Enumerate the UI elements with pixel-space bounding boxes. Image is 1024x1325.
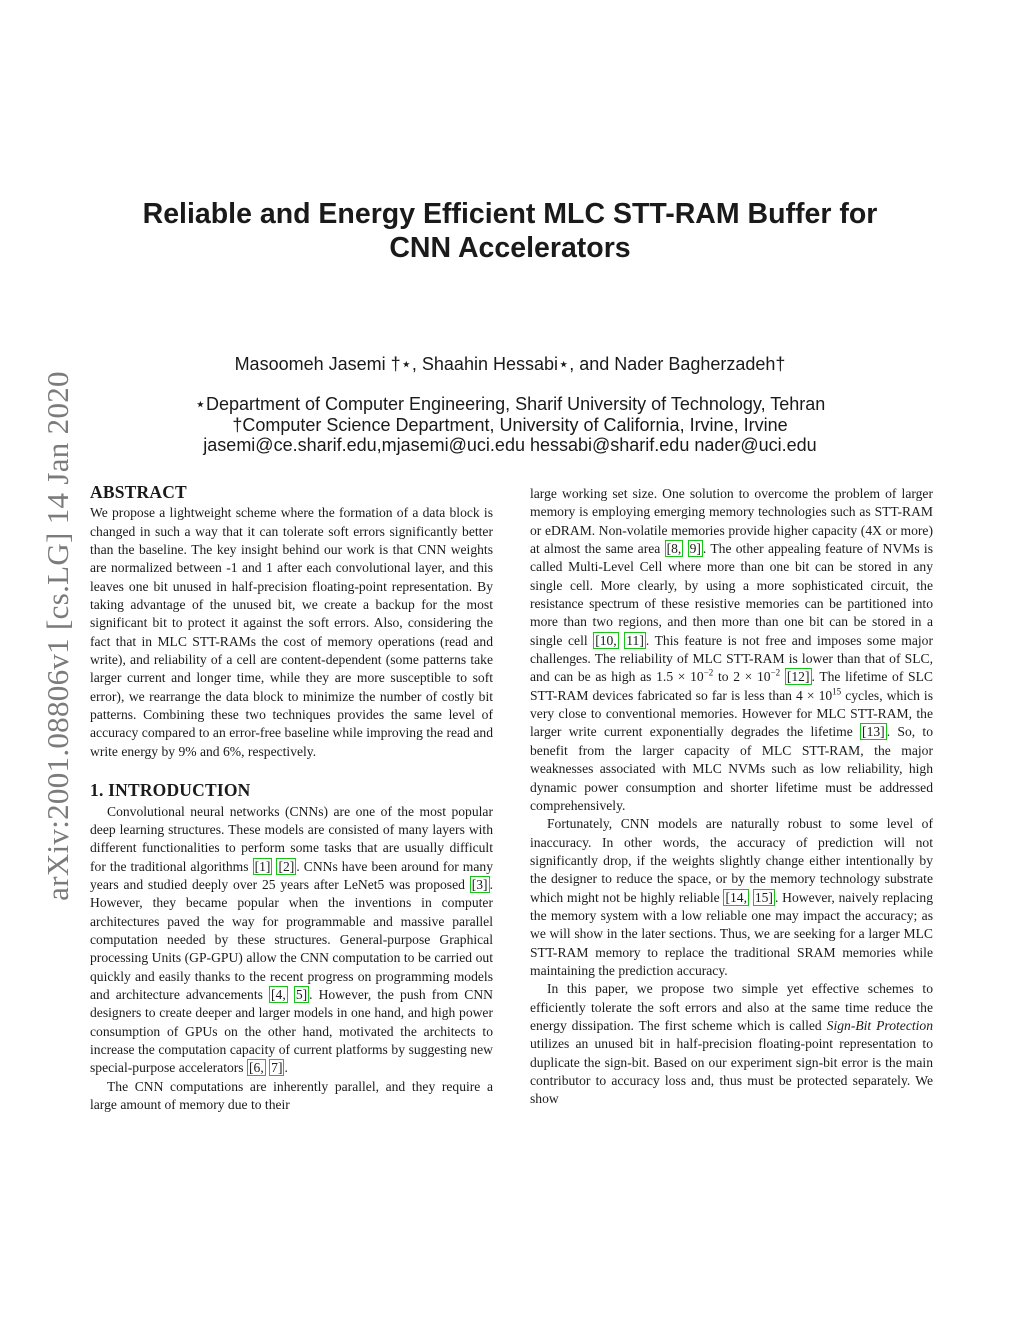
citation-link[interactable]: [4, [271,986,286,1002]
right-column [530,485,933,1109]
citation-link[interactable]: 9] [689,541,701,557]
citation-link[interactable]: [10, [595,632,617,648]
exponent: −2 [770,667,781,678]
author-list: Masoomeh Jasemi †⋆, Shaahin Hessabi⋆, and Nader Bagherzadeh† [234,354,786,374]
abstract-text: We propose a lightweight scheme where the formation of a data block is changed in such a way that it can tolerate soft errors significantly better than the baseline. The key insight behind our work is that CNN weights are normalized between -1 and 1 after each convolutional layer, and this leaves one bit unused in half-precision floating-point representation. By taking advantage of the unused bit, we create a backup for the most significant bit to protect it against the soft errors. Also, considering the fact that in MLC STT-RAMs the cost of memory operations (read and write), and reliability of a cell are content-dependent (some patterns take larger current and longer time, while they are more susceptible to soft error), we rearrange the data block to minimize the number of costly bit patterns. Combining these two techniques provides the same level of accuracy compared to an error-free baseline while improving the read and write energy by 9% and 6%, respectively. [90,505,493,759]
exponent: 15 [832,686,842,697]
arxiv-sidebar-stamp: arXiv:2001.08806v1 [cs.LG] 14 Jan 2020 [40,371,75,901]
citation-link[interactable]: 7] [271,1060,283,1076]
text-run: large working set size. One solution to overcome the problem of larger memory is employing emerging memory technologies such as STT-RAM or eDRAM. Non-volatile memories provide higher capacity (4X or more) at almost the same area [530,486,933,557]
right-paragraph-1 [530,485,933,815]
intro-paragraph-2: The CNN computations are inherently parallel, and they require a large amount of memory due to their [90,1078,493,1112]
text-run: . The other appealing feature of NVMs is called Multi-Level Cell where more than one bit can be stored in any single cell. More clearly, by using a more sophisticated circuit, the resistance spectrum of these resistive memories can be partitioned into more than two regions, and then more than one bit can be stored in a single cell [530,541,933,648]
exponent: −2 [703,667,714,678]
affiliation-uci: †Computer Science Department, University of California, Irvine, Irvine [232,414,788,435]
text-run: . However, the push from CNN designers to create deeper and larger models in one hand, and high power consumption of GPUs on the other hand, motivated the architects to increase the computation capacity of current platforms by suggesting new special-purpose accelerators [90,986,493,1076]
text-run: . CNNs have been around for many years and studied deeply over 25 years after LeNet5 was proposed [90,858,493,892]
text-run: In this paper, we propose two simple yet effective schemes to efficiently tolerate the soft errors and also at the same time reduce the energy dissipation. The first scheme which is called [530,981,933,1033]
citation-link[interactable]: [1] [254,858,271,874]
text-run: Convolutional neural networks (CNNs) are one of the most popular deep learning structures. These models are consisted of many layers with different functionalities to perform some tasks that are usually difficult for the traditional algorithms [90,803,493,874]
citation-link[interactable]: [8, [666,541,682,557]
author-emails: jasemi@ce.sharif.edu,mjasemi@uci.edu hessabi@sharif.edu nader@uci.edu [203,435,817,455]
citation-link[interactable]: [14, [725,889,747,905]
text-run [288,987,294,1002]
title-line-1: Reliable and Energy Efficient MLC STT-RAM Buffer for [142,198,878,230]
title-line-2: CNN Accelerators [389,232,631,264]
text-run: to 2 × 10 [713,669,771,685]
text-run: cycles, which is very close to conventional memories. However for MLC STT-RAM, the larger write current exponentially degrades the lifetime [530,687,933,740]
text-run [683,541,687,556]
right-paragraph-2 [530,815,933,980]
introduction-heading: 1. INTRODUCTION [90,780,251,801]
text-run: . However, they became popular when the inventions in computer architectures paved the way for programmable and massive parallel computation needed by these structures. General-purpose Graphical processing Units (GP-GPU) allow the CNN computation to be carried out quickly and easily thanks to the recent progress on programming models and architecture advancements [90,876,493,1002]
citation-link[interactable]: 15] [754,889,773,905]
citation-link[interactable]: 5] [295,986,308,1002]
text-run: Fortunately, CNN models are naturally robust to some level of inaccuracy. In other words, the accuracy of prediction will not significantly drop, if the weights slightly change either intentionally by the designer to reduce the space, or by the memory technology substrate which might not be highly reliable [530,816,933,905]
abstract-heading: ABSTRACT [90,482,187,502]
paper-title [100,197,920,265]
text-run: . However, naively replacing the memory system with a low reliable one may impact the accuracy; as we will show in the later sections. Thus, we are seeking for a larger MLC STT-RAM memory to replace the traditional SRAM memories while maintaining the prediction accuracy. [530,889,934,978]
affiliation-sharif: ⋆Department of Computer Engineering, Sharif University of Technology, Tehran [194,394,826,414]
text-run: . This feature is not free and imposes some major challenges. The reliability of MLC STT-RAM is lower than that of SLC, and can be as high as 1.5 × 10 [530,632,933,685]
citation-link[interactable]: [6, [249,1060,264,1076]
text-run: utilizes an unused bit in half-precision floating-point representation to duplicate the sign-bit. Based on our experiment sign-bit error is the main contributor to accuracy loss and, thus must be protected separately. We show [530,1036,933,1107]
text-run: . The lifetime of SLC STT-RAM devices fabricated so far is less than 4 × 10 [530,669,933,703]
citation-link[interactable]: 11] [626,632,644,648]
citation-link[interactable]: [13] [862,724,885,740]
scheme-name: Sign-Bit Protection [826,1017,933,1033]
text-run: . So, to benefit from the larger capacity of MLC STT-RAM, the major weaknesses associated with MLC NVMs such as low reliability, high dynamic power consumption and shorter lifetime must be addressed comprehensively. [530,724,933,813]
citation-link[interactable]: [12] [786,669,810,685]
left-column [90,483,493,1114]
right-paragraph-3 [530,980,933,1108]
citation-link[interactable]: [2] [278,858,295,874]
intro-paragraph-1 [90,803,493,1078]
affiliations [100,394,920,456]
citation-link[interactable]: [3] [471,876,488,892]
text-run: . [284,1060,288,1076]
